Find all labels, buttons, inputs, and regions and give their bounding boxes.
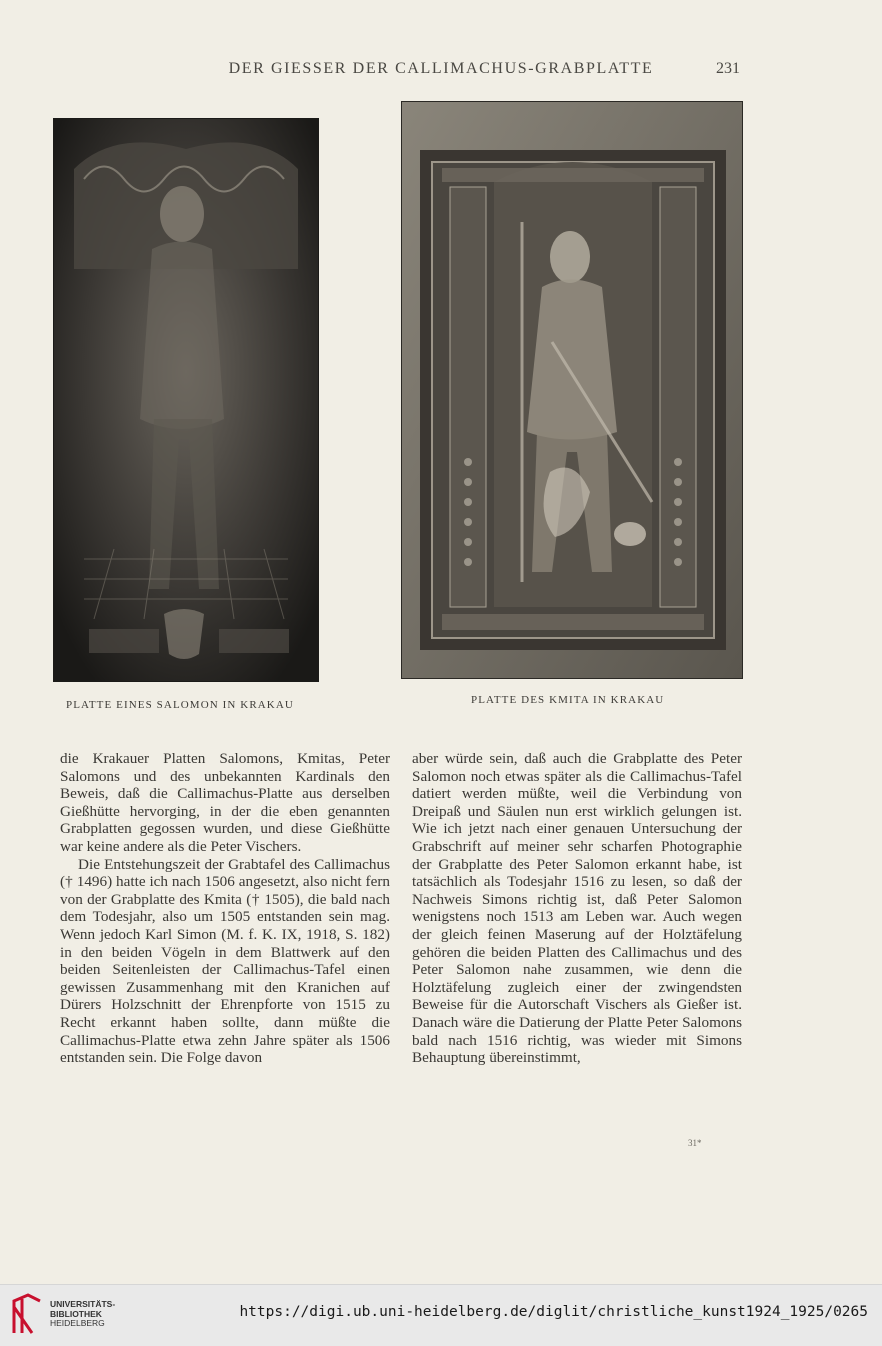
photo-plate-salomon (53, 118, 319, 682)
paragraph: die Krakauer Platten Salomons, Kmitas, Peter Salomons und des unbekannten Kardinals den Beweis, daß die Callimachus-Platte aus derselben Gießhütte hervorging, in der die eben genannten Grabplatten gegossen wurden, und diese Gießhütte war keine andere als die Peter Vischers. (60, 750, 390, 855)
paragraph: aber würde sein, daß auch die Grabplatte des Peter Salomon noch etwas später als die Callimachus-Tafel datiert werden müßte, weil die Verbindung von Dreipaß und Säulen nun erst wirklich gelungen ist. Wie ich jetzt nach einer genauen Untersuchung der Grabschrift auf meiner sehr scharfen Photographie der Grabplatte des Peter Salomon erkannt habe, ist tatsächlich als Todesjahr 1516 zu lesen, so daß der Nachweis Simons richtig ist, daß Peter Salomon wenigstens noch 1513 am Leben war. Auch wegen der gleich feinen Maserung auf der Holztäfelung gehören die beiden Platten des Callimachus und des Peter Salomon nahe zusammen, wie denn die Holztäfelung zugleich einer der zwingendsten Beweise für die Autorschaft Vischers als Gießer ist. Danach wäre die Datierung der Platte Peter Salomons bald nach 1516 richtig, was wieder mit Simons Behauptung übereinstimmt, (412, 750, 742, 1067)
library-name-line: UNIVERSITÄTS- (50, 1299, 116, 1309)
figure-caption-right: PLATTE DES KMITA IN KRAKAU (471, 694, 665, 706)
text-column-left (60, 750, 390, 1067)
viewer-footer (0, 1284, 882, 1346)
page-number: 231 (716, 60, 740, 77)
paragraph: Die Entstehungszeit der Grabtafel des Callimachus († 1496) hatte ich nach 1506 angesetzt, also nicht fern von der Grabplatte des Kmita († 1505), die bald nach dem Todesjahr, also um 1505 entstanden sein mag. Wenn jedoch Karl Simon (M. f. K. IX, 1918, S. 182) in den beiden Vögeln in dem Blattwerk auf den beiden Seitenleisten der Callimachus-Tafel einen gewissen Zusammenhang mit den Kranichen auf Dürers Holzschnitt der Ehrenpforte von 1515 zu Recht erkannt haben sollte, dann müßte die Callimachus-Platte etwa zehn Jahre später als 1506 entstanden sein. Die Folge davon (60, 855, 390, 1067)
permalink-url[interactable]: https://digi.ub.uni-heidelberg.de/diglit/christliche_kunst1924_1925/0265 (239, 1304, 868, 1320)
text-column-right (412, 750, 742, 1067)
signature-mark: 31* (688, 1138, 702, 1148)
library-name[interactable] (50, 1300, 115, 1329)
library-name-line: HEIDELBERG (50, 1318, 105, 1329)
library-name-line: BIBLIOTHEK (50, 1308, 102, 1319)
plate-kmita-illustration (402, 102, 742, 678)
running-title: DER GIESSER DER CALLIMACHUS-GRABPLATTE (228, 60, 654, 77)
plate-salomon-illustration (54, 119, 318, 681)
figure-caption-left: PLATTE EINES SALOMON IN KRAKAU (66, 699, 294, 711)
photo-plate-kmita (401, 101, 743, 679)
library-logo-icon[interactable] (10, 1293, 44, 1337)
